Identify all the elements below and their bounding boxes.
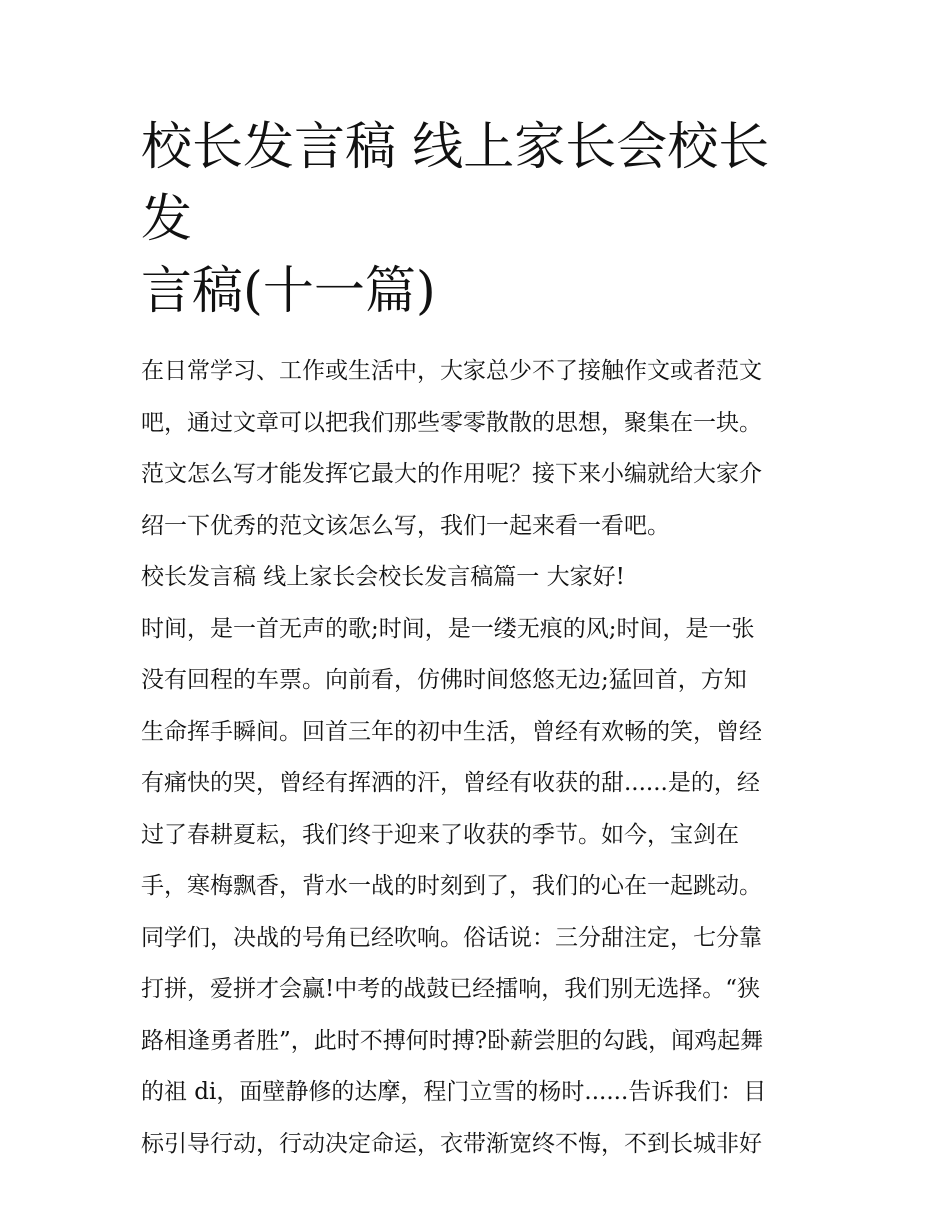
body-line: 在日常学习、工作或生活中，大家总少不了接触作文或者范文 — [141, 358, 762, 384]
body-line: 范文怎么写才能发挥它最大的作用呢？接下来小编就给大家介 — [141, 461, 762, 487]
body-line: 没有回程的车票。向前看，仿佛时间悠悠无边;猛回首，方知 — [141, 667, 747, 693]
body-line: 时间，是一首无声的歌;时间，是一缕无痕的风;时间，是一张 — [141, 615, 755, 642]
section-heading-line: 校长发言稿 线上家长会校长发言稿篇一 大家好! — [141, 564, 625, 590]
body-line: 有痛快的哭，曾经有挥洒的汗，曾经有收获的甜......是的，经 — [141, 770, 760, 796]
body-line: 标引导行动，行动决定命运，衣带渐宽终不悔，不到长城非好 — [141, 1130, 762, 1157]
body-line: 路相逢勇者胜”，此时不搏何时搏?卧薪尝胆的勾践，闻鸡起舞 — [141, 1027, 764, 1054]
body-line: 绍一下优秀的范文该怎么写，我们一起来看一看吧。 — [141, 512, 670, 539]
title-line: 言稿(十一篇) — [141, 262, 436, 321]
body-line: 吧，通过文章可以把我们那些零零散散的思想，聚集在一块。 — [141, 409, 762, 436]
body-line: 同学们，决战的号角已经吹响。俗话说：三分甜注定，七分靠 — [141, 924, 762, 951]
document-title — [141, 112, 813, 328]
body-line: 打拼，爱拼才会赢!中考的战鼓已经擂响，我们别无选择。“狭 — [141, 976, 761, 1002]
body-line: 过了春耕夏耘，我们终于迎来了收获的季节。如今，宝剑在 — [141, 821, 739, 848]
title-line: 校长发言稿 线上家长会校长发 — [141, 118, 770, 249]
body-line: 的祖 di，面壁静修的达摩，程门立雪的杨时......告诉我们：目 — [141, 1079, 767, 1105]
body-line: 生命挥手瞬间。回首三年的初中生活，曾经有欢畅的笑，曾经 — [141, 718, 762, 745]
document-body — [141, 346, 813, 1170]
body-line: 手，寒梅飘香，背水一战的时刻到了，我们的心在一起跳动。 — [141, 873, 762, 899]
document-content — [141, 112, 813, 1170]
